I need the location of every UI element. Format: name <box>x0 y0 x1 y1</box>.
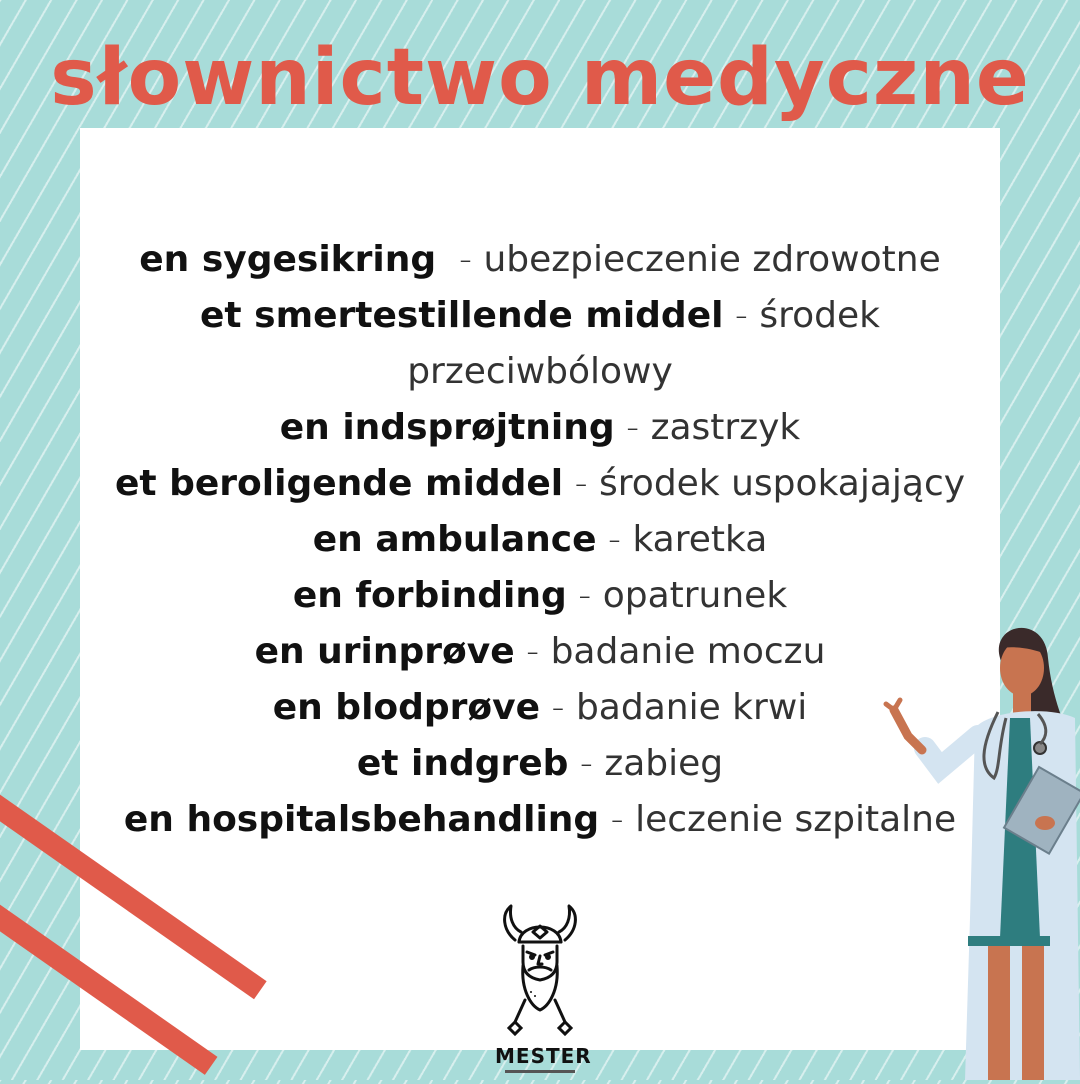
vocab-item: en sygesikring - ubezpieczenie zdrowotne <box>139 239 941 280</box>
vocab-term: et smertestillende middel <box>200 295 724 336</box>
vocab-term: en hospitalsbehandling <box>123 799 600 840</box>
doctor-illustration <box>880 618 1080 1080</box>
page-title: słownictwo medyczne <box>50 33 1030 123</box>
vocab-term: en indsprøjtning <box>279 407 615 448</box>
vocab-meaning: badanie moczu <box>550 631 826 672</box>
vocab-item: en blodprøve - badanie krwi <box>272 687 808 728</box>
logo-subtitle-line <box>505 1070 575 1073</box>
vocab-item: en ambulance - karetka <box>312 519 768 560</box>
vocab-item: et indgreb - zabieg <box>356 743 724 784</box>
vocab-item: en urinprøve - badanie moczu <box>254 631 826 672</box>
vocab-meaning: karetka <box>632 519 768 560</box>
vocab-term: en forbinding <box>292 575 567 616</box>
vocab-meaning: zabieg <box>604 743 724 784</box>
vocabulary-list <box>100 232 980 848</box>
vocab-term: et indgreb <box>356 743 569 784</box>
vocab-meaning: badanie krwi <box>575 687 808 728</box>
vocab-meaning: opatrunek <box>602 575 788 616</box>
vocab-item: et beroligende middel - środek uspokajający <box>114 463 966 504</box>
vocab-meaning: ubezpieczenie zdrowotne <box>483 239 941 280</box>
vocab-meaning: środek uspokajający <box>599 463 966 504</box>
vocab-item: en indsprøjtning - zastrzyk <box>279 407 801 448</box>
vocab-term: en sygesikring <box>139 239 437 280</box>
vocab-meaning: zastrzyk <box>650 407 801 448</box>
vocab-term: en blodprøve <box>272 687 541 728</box>
vocab-meaning: leczenie szpitalne <box>635 799 957 840</box>
vocab-term: et beroligende middel <box>114 463 564 504</box>
vocab-meaning: środek przeciwbólowy <box>407 295 880 392</box>
vocab-item: en hospitalsbehandling - leczenie szpitalne <box>123 799 957 840</box>
vocab-term: en urinprøve <box>254 631 515 672</box>
vocab-item: et smertestillende middel - środek przeciwbólowy <box>200 295 880 392</box>
vocab-item: en forbinding - opatrunek <box>292 575 788 616</box>
vocab-term: en ambulance <box>312 519 597 560</box>
logo-name: MESTER <box>495 1044 592 1068</box>
